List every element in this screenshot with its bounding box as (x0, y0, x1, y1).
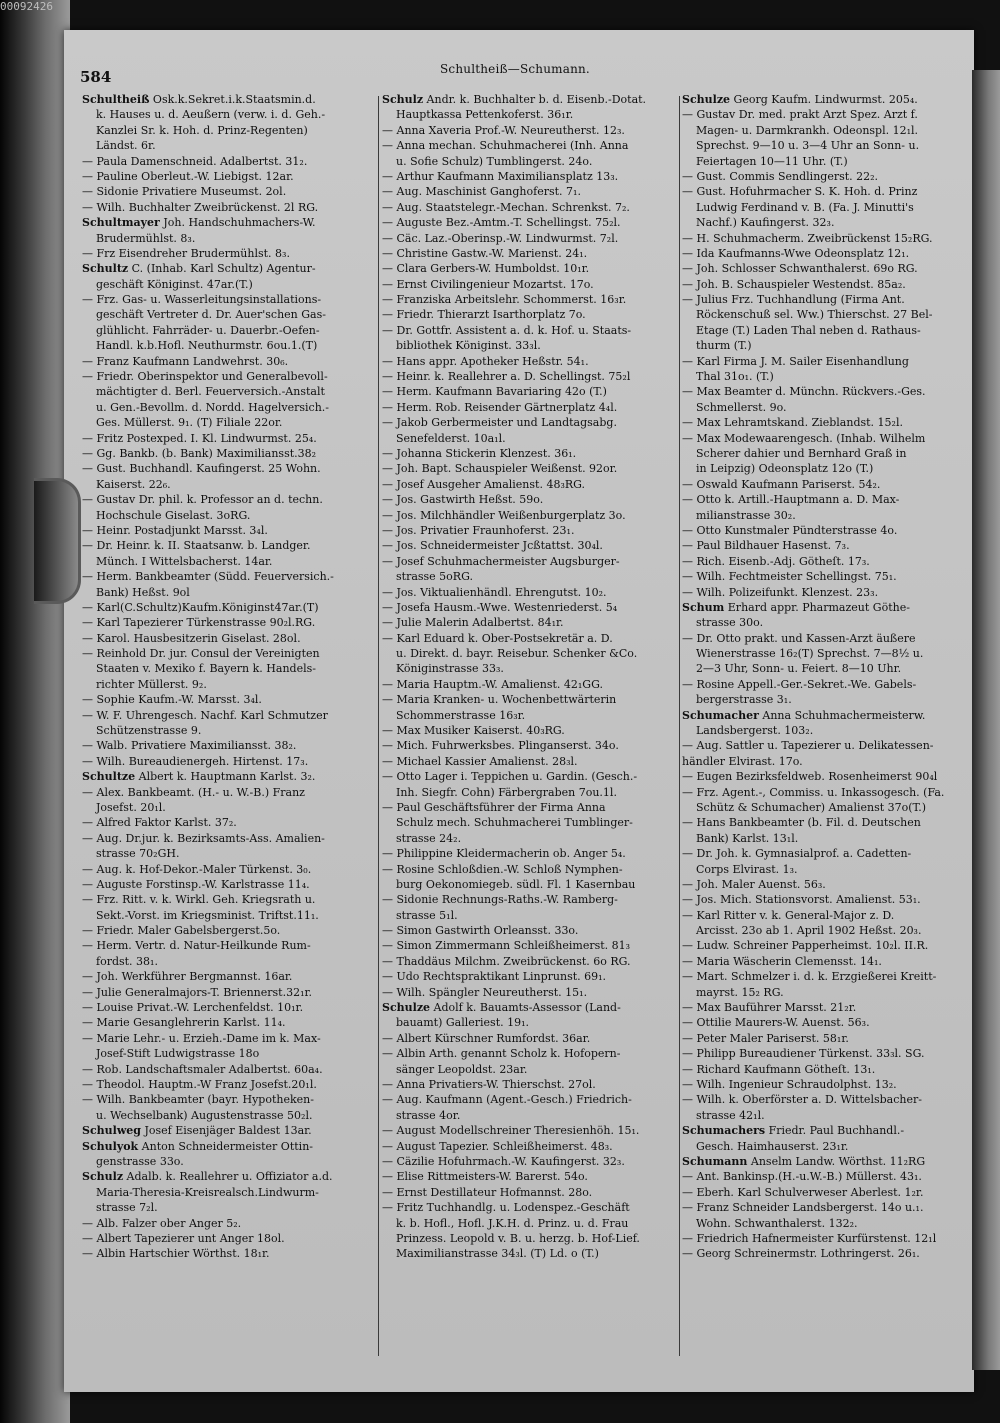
directory-line: — August Tapezier. Schleißheimerst. 48₃. (382, 1139, 613, 1153)
directory-line: — H. Schuhmacherm. Zweibrückenst 15₂RG. (682, 231, 933, 245)
surname: Schultmayer (82, 216, 160, 230)
directory-heading-entry: Schumachers Friedr. Paul Buchhandl.- (682, 1124, 905, 1138)
directory-line: — Wilh. Ingenieur Schraudolphst. 13₂. (682, 1078, 897, 1091)
directory-line: richter Müllerst. 9₂. (96, 677, 207, 691)
directory-line: Hauptkassa Pettenkoferst. 36₁r. (396, 108, 574, 122)
directory-line: Landsbergerst. 103₂. (696, 724, 814, 738)
directory-line: — Arthur Kaufmann Maximiliansplatz 13₃. (382, 169, 619, 183)
directory-line: — Jos. Schneidermeister Jcßtattst. 30₄l. (382, 539, 603, 553)
directory-heading-entry: Schumann Anselm Landw. Wörthst. 11₂RG (682, 1154, 926, 1168)
directory-line: u. Direkt. d. bayr. Reisebur. Schenker &Co. (396, 647, 638, 661)
running-head: Schultheiß—Schumann. (440, 62, 590, 76)
directory-line: — W. F. Uhrengesch. Nachf. Karl Schmutzer (82, 708, 328, 722)
directory-line: — Maria Kranken- u. Wochenbettwärterin (382, 693, 617, 707)
directory-line: — Hans appr. Apotheker Heßstr. 54₁. (382, 354, 589, 368)
directory-line: — Herm. Rob. Reisender Gärtnerplatz 4₄l. (382, 400, 618, 414)
directory-line: glühlicht. Fahrräder- u. Dauerbr.-Oefen- (96, 323, 320, 337)
scan-id: 00092426 (0, 0, 53, 13)
directory-line: — Anna Privatiers-W. Thierschst. 27ol. (382, 1078, 596, 1091)
directory-line: — Oswald Kaufmann Pariserst. 54₂. (682, 477, 881, 491)
directory-line: — Michael Kassier Amalienst. 28₃l. (382, 754, 578, 768)
directory-line: — Rich. Eisenb.-Adj. Götheſt. 17₃. (682, 554, 870, 568)
directory-line: — Otto Lager i. Teppichen u. Gardin. (Gesch.- (382, 770, 638, 784)
directory-column-2 (382, 92, 676, 1368)
directory-line: — Joh. Schlosser Schwanthalerst. 69o RG. (682, 262, 918, 276)
directory-line: — Wilh. Bankbeamter (bayr. Hypotheken- (82, 1093, 314, 1107)
directory-line: Josefst. 20₁l. (96, 800, 166, 814)
directory-line: — Karl Ritter v. k. General-Major z. D. (682, 908, 895, 922)
column-divider (378, 96, 379, 1356)
directory-line: — Karl Eduard k. Ober-Postsekretär a. D. (382, 631, 613, 645)
directory-line: — Jos. Mich. Stationsvorst. Amalienst. 53₁. (682, 893, 921, 907)
directory-heading-entry: Schultz C. (Inhab. Karl Schultz) Agentur- (82, 262, 316, 276)
directory-line: händler Elvirast. 17o. (682, 754, 803, 768)
directory-line: — Albert Tapezierer unt Anger 18ol. (82, 1231, 285, 1245)
directory-line: — Walb. Privatiere Maximiliansst. 38₂. (82, 739, 297, 753)
directory-line: — Max Bauführer Marsst. 21₂r. (682, 1001, 857, 1015)
directory-line: — Louise Privat.-W. Lerchenfeldst. 10₁r. (82, 1001, 304, 1015)
directory-line: — Ant. Bankinsp.(H.-u.W.-B.) Müllerst. 43₁. (682, 1170, 922, 1184)
directory-line: — Karl(C.Schultz)Kaufm.Königinst47ar.(T) (82, 600, 319, 614)
directory-line: — Julie Malerin Adalbertst. 84₁r. (382, 616, 564, 630)
directory-line: — Max Modewaarengesch. (Inhab. Wilhelm (682, 431, 926, 445)
paper-clip-icon (34, 478, 81, 604)
directory-line: Schützenstrasse 9. (96, 724, 202, 738)
directory-line: — Herm. Bankbeamter (Südd. Feuerversich.- (82, 570, 334, 584)
directory-line: — Simon Gastwirth Orleansst. 33o. (382, 924, 579, 938)
directory-line: Nachf.) Kaufingerst. 32₃. (696, 216, 835, 230)
directory-line: — Gustav Dr. med. prakt Arzt Spez. Arzt f. (682, 108, 918, 122)
directory-heading-entry: Schultmayer Joh. Handschuhmachers-W. (82, 216, 316, 230)
surname: Schumachers (682, 1124, 766, 1138)
directory-line: — Auguste Bez.-Amtm.-T. Schellingst. 75₂l. (382, 216, 621, 230)
directory-line: Ländst. 6r. (96, 139, 156, 153)
directory-line: geschäft Königinst. 47ar.(T.) (96, 277, 253, 291)
directory-line: strasse 7₂l. (96, 1201, 158, 1215)
directory-line: — Aug. Sattler u. Tapezierer u. Delikatessen- (682, 739, 934, 753)
directory-line: — Julius Frz. Tuchhandlung (Firma Ant. (682, 293, 905, 307)
directory-line: — Max Lehramtskand. Zieblandst. 15₂l. (682, 416, 903, 430)
directory-line: — Sidonie Rechnungs-Raths.-W. Ramberg- (382, 893, 618, 907)
directory-line: strasse 4or. (396, 1108, 461, 1122)
directory-line: — Cäzilie Hofuhrmach.-W. Kaufingerst. 32₃. (382, 1154, 625, 1168)
directory-line: Schulz mech. Schuhmacherei Tumblinger- (396, 816, 633, 830)
directory-heading-entry: Schulze Adolf k. Bauamts-Assessor (Land- (382, 1001, 621, 1015)
page-number: 584 (80, 68, 112, 86)
directory-line: — Frz. Ritt. v. k. Wirkl. Geh. Kriegsrath u. (82, 893, 316, 907)
directory-line: Maximilianstrasse 34₃l. (T) Ld. o (T.) (396, 1247, 599, 1261)
directory-heading-entry: Schulz Adalb. k. Reallehrer u. Offiziator a.d. (82, 1170, 333, 1184)
directory-line: — Friedr. Maler Gabelsbergerst.5o. (82, 924, 281, 938)
directory-line: — Wilh. Bureaudienergeh. Hirtenst. 17₃. (82, 754, 309, 768)
directory-line: Kanzlei Sr. k. Hoh. d. Prinz-Regenten) (96, 123, 308, 137)
directory-line: — Reinhold Dr. jur. Consul der Vereinigten (82, 647, 320, 661)
directory-heading-entry: Schulze Georg Kaufm. Lindwurmst. 205₄. (682, 93, 918, 106)
directory-heading-entry: Schultze Albert k. Hauptmann Karlst. 3₂. (82, 770, 316, 784)
directory-line: — Karol. Hausbesitzerin Giselast. 28ol. (82, 631, 301, 645)
directory-line: Feiertagen 10—11 Uhr. (T.) (696, 154, 848, 168)
directory-line: — Jos. Gastwirth Heßst. 59o. (382, 493, 544, 507)
directory-line: Handl. k.b.Hofl. Neuthurmstr. 6ou.1.(T) (96, 339, 318, 353)
directory-line: — Wilh. k. Oberförster a. D. Wittelsbacher- (682, 1093, 922, 1107)
directory-line: — Alfred Faktor Karlst. 37₂. (82, 816, 237, 830)
directory-line: — Ernst Civilingenieur Mozartst. 17o. (382, 277, 594, 291)
directory-line: Gesch. Haimhauserst. 23₁r. (696, 1139, 849, 1153)
directory-line: — Theodol. Hauptm.-W Franz Josefst.20₁l. (82, 1078, 317, 1091)
directory-line: — Albin Arth. genannt Scholz k. Hofopern- (382, 1047, 621, 1061)
directory-line: Schütz & Schumacher) Amalienst 37o(T.) (696, 800, 927, 814)
directory-line: Sekt.-Vorst. im Kriegsminist. Triftst.11₁. (96, 908, 319, 922)
directory-line: strasse 30o. (696, 616, 764, 630)
directory-line: strasse 42₁l. (696, 1108, 765, 1122)
directory-line: — Maria Wäscherin Clemensst. 14₁. (682, 954, 882, 968)
directory-line: — Clara Gerbers-W. Humboldst. 10₁r. (382, 262, 590, 276)
directory-line: — Joh. Maler Auenst. 56₃. (682, 877, 826, 891)
directory-line: — Julie Generalmajors-T. Briennerst.32₁r. (82, 985, 313, 999)
surname: Schumacher (682, 708, 759, 722)
directory-line: bibliothek Königinst. 33₃l. (396, 339, 541, 353)
directory-line: — Max Beamter d. Münchn. Rückvers.-Ges. (682, 385, 926, 399)
directory-line: — Wilh. Buchhalter Zweibrückenst. 2l RG. (82, 200, 319, 214)
directory-line: — Richard Kaufmann Götheſt. 13₁. (682, 1062, 876, 1076)
directory-line: Senefelderst. 10a₁l. (396, 431, 506, 445)
directory-line: Brudermühlst. 8₃. (96, 231, 196, 245)
directory-line: — Wilh. Spängler Neureutherst. 15₁. (382, 985, 588, 999)
directory-line: — Jos. Privatier Fraunhoferst. 23₁. (382, 523, 575, 537)
directory-line: Scherer dahier und Bernhard Graß in (696, 446, 907, 460)
directory-heading-entry: Schulweg Josef Eisenjäger Baldest 13ar. (82, 1124, 312, 1138)
directory-line: — Paula Damenschneid. Adalbertst. 31₂. (82, 154, 308, 168)
directory-line: — Paul Geschäftsführer der Firma Anna (382, 800, 606, 814)
directory-line: sänger Leopoldst. 23ar. (396, 1062, 528, 1076)
directory-line: — Hans Bankbeamter (b. Fil. d. Deutschen (682, 816, 921, 830)
directory-line: — Albin Hartschier Wörthst. 18₁r. (82, 1247, 270, 1261)
directory-line: k. b. Hofl., Hofl. J.K.H. d. Prinz. u. d. Frau (396, 1216, 629, 1230)
directory-line: — Frz. Gas- u. Wasserleitungsinstallations- (82, 293, 322, 307)
surname: Schulweg (82, 1124, 141, 1138)
book-gutter (0, 0, 70, 1423)
surname: Schultz (82, 262, 129, 276)
directory-line: — Herm. Vertr. d. Natur-Heilkunde Rum- (82, 939, 311, 953)
directory-line: — Otto k. Artill.-Hauptmann a. D. Max- (682, 493, 900, 507)
directory-line: — Jos. Milchhändler Weißenburgerplatz 3o. (382, 508, 626, 522)
directory-line: strasse 24₂. (396, 831, 462, 845)
directory-line: — Ida Kaufmanns-Wwe Odeonsplatz 12₁. (682, 246, 910, 260)
directory-heading-entry: Schumacher Anna Schuhmachermeisterw. (682, 708, 926, 722)
directory-line: — Joh. B. Schauspieler Westendst. 85a₂. (682, 277, 906, 291)
directory-line: geschäft Vertreter d. Dr. Auer'schen Gas- (96, 308, 326, 322)
directory-line: — Josef Ausgeher Amalienst. 48₃RG. (382, 477, 586, 491)
directory-column-3 (682, 92, 968, 1368)
directory-line: — August Modellschreiner Theresienhöh. 15₁. (382, 1124, 640, 1138)
directory-line: k. Hauses u. d. Aeußern (verw. i. d. Geh.- (96, 108, 326, 122)
directory-line: mächtigter d. Berl. Feuerversich.-Anstalt (96, 385, 325, 399)
directory-line: — Aug. Dr.jur. k. Bezirksamts-Ass. Amalien- (82, 831, 325, 845)
directory-line: Münch. I Wittelsbacherst. 14ar. (96, 554, 273, 568)
directory-line: — Otto Kunstmaler Pündterstrasse 4o. (682, 523, 898, 537)
directory-heading-entry: Schum Erhard appr. Pharmazeut Göthe- (682, 600, 910, 614)
directory-line: Wienerstrasse 16₂(T) Sprechst. 7—8½ u. (696, 647, 924, 661)
directory-line: — Wilh. Fechtmeister Schellingst. 75₁. (682, 570, 897, 584)
directory-line: — Heinr. k. Reallehrer a. D. Schellingst. 75₂l (382, 370, 631, 384)
directory-line: — Aug. Maschinist Ganghoferst. 7₁. (382, 185, 581, 199)
directory-line: — Albert Kürschner Rumfordst. 36ar. (382, 1031, 591, 1045)
directory-line: Bank) Heßst. 9ol (96, 585, 190, 599)
directory-line: — Paul Bildhauer Hasenst. 7₃. (682, 539, 850, 553)
directory-line: mayrst. 15₂ RG. (696, 985, 784, 999)
directory-line: milianstrasse 30₂. (696, 508, 796, 522)
next-page-edge (972, 70, 1000, 1370)
directory-line: — Ludw. Schreiner Papperheimst. 10₂l. II.R. (682, 939, 929, 953)
directory-line: — Aug. Kaufmann (Agent.-Gesch.) Friedrich- (382, 1093, 632, 1107)
directory-line: — Eugen Bezirksfeldweb. Rosenheimerst 90₄l (682, 770, 938, 784)
directory-line: Hochschule Giselast. 3oRG. (96, 508, 251, 522)
directory-line: — Gg. Bankb. (b. Bank) Maximiliansst.38₂ (82, 446, 317, 460)
directory-line: — Philippine Kleidermacherin ob. Anger 5₄. (382, 847, 626, 861)
directory-line: Maria-Theresia-Kreisrealsch.Lindwurm- (96, 1185, 319, 1199)
directory-line: 2—3 Uhr, Sonn- u. Feiert. 8—10 Uhr. (696, 662, 902, 676)
directory-line: strasse 5₁l. (396, 908, 458, 922)
surname: Schulyok (82, 1139, 139, 1153)
directory-line: — Sophie Kaufm.-W. Marsst. 3₄l. (82, 693, 262, 707)
directory-line: — Gustav Dr. phil. k. Professor an d. techn. (82, 493, 323, 507)
directory-line: bergerstrasse 3₁. (696, 693, 792, 707)
directory-line: Wohn. Schwanthalerst. 132₂. (696, 1216, 858, 1230)
directory-line: burg Oekonomiegeb. südl. Fl. 1 Kasernbau (396, 877, 636, 891)
surname: Schum (682, 600, 725, 614)
directory-line: bauamt) Galleriest. 19₁. (396, 1016, 530, 1030)
directory-line: — Aug. k. Hof-Dekor.-Maler Türkenst. 3₀. (82, 862, 312, 876)
directory-line: Prinzess. Leopold v. B. u. herzg. b. Hof-Lief. (396, 1231, 640, 1245)
directory-line: fordst. 38₁. (96, 954, 158, 968)
directory-line: Arcisst. 23o ab 1. April 1902 Heßst. 20₃. (696, 924, 922, 938)
directory-line: — Friedr. Thierarzt Isarthorplatz 7o. (382, 308, 586, 322)
directory-line: Königinstrasse 33₃. (396, 662, 504, 676)
directory-line: — Gust. Hofuhrmacher S. K. Hoh. d. Prinz (682, 185, 918, 199)
directory-line: — Karl Firma J. M. Sailer Eisenhandlung (682, 354, 909, 368)
directory-line: — Dr. Gottfr. Assistent a. d. k. Hof. u. Staats- (382, 323, 632, 337)
directory-line: — Franz Kaufmann Landwehrst. 30₆. (82, 354, 289, 368)
directory-line: strasse 70₂GH. (96, 847, 180, 861)
directory-line: — Aug. Staatstelegr.-Mechan. Schrenkst. 7₂. (382, 200, 630, 214)
directory-line: — Fritz Postexped. I. Kl. Lindwurmst. 25₄. (82, 431, 317, 445)
directory-line: — Dr. Otto prakt. und Kassen-Arzt äußere (682, 631, 916, 645)
directory-line: — Joh. Bapt. Schauspieler Weißenst. 92or. (382, 462, 618, 476)
directory-line: u. Wechselbank) Augustenstrasse 50₂l. (96, 1108, 313, 1122)
directory-heading-entry: Schulz Andr. k. Buchhalter b. d. Eisenb.-Dotat. (382, 93, 647, 106)
directory-line: — Frz Eisendreher Brudermühlst. 8₃. (82, 246, 290, 260)
directory-line: in Leipzig) Odeonsplatz 12o (T.) (696, 462, 874, 476)
directory-line: — Anna mechan. Schuhmacherei (Inh. Anna (382, 139, 629, 153)
directory-line: — Joh. Werkführer Bergmannst. 16ar. (82, 970, 293, 984)
directory-line: — Marie Lehr.- u. Erzieh.-Dame im k. Max- (82, 1031, 321, 1045)
directory-line: — Alb. Falzer ober Anger 5₂. (82, 1216, 242, 1230)
directory-line: — Sidonie Privatiere Museumst. 2ol. (82, 185, 287, 199)
directory-line: u. Sofie Schulz) Tumblingerst. 24o. (396, 154, 593, 168)
directory-line: Staaten v. Mexiko f. Bayern k. Handels- (96, 662, 316, 676)
directory-line: — Rosine Appell.-Ger.-Sekret.-We. Gabels- (682, 677, 917, 691)
directory-line: — Wilh. Polizeifunkt. Klenzest. 23₃. (682, 585, 879, 599)
directory-line: — Dr. Joh. k. Gymnasialprof. a. Cadetten- (682, 847, 912, 861)
directory-line: — Eberh. Karl Schulverweser Aberlest. 1₂r. (682, 1185, 924, 1199)
directory-line: — Udo Rechtspraktikant Linprunst. 69₁. (382, 970, 607, 984)
directory-line: — Thaddäus Milchm. Zweibrückenst. 6o RG. (382, 954, 631, 968)
directory-line: Etage (T.) Laden Thal neben d. Rathaus- (696, 323, 921, 337)
directory-line: — Philipp Bureaudiener Türkenst. 33₃l. SG. (682, 1047, 925, 1061)
directory-line: u. Gen.-Bevollm. d. Nordd. Hagelversich.- (96, 400, 330, 414)
directory-line: — Maria Hauptm.-W. Amalienst. 42₁GG. (382, 677, 603, 691)
directory-line: Schmellerst. 9o. (696, 400, 787, 414)
directory-line: — Herm. Kaufmann Bavariaring 42o (T.) (382, 385, 607, 399)
directory-line: — Jakob Gerbermeister und Landtagsabg. (382, 416, 617, 430)
surname: Schulze (682, 93, 731, 106)
directory-line: — Max Musiker Kaiserst. 40₃RG. (382, 724, 565, 738)
directory-line: Corps Elvirast. 1₃. (696, 862, 798, 876)
directory-line: — Peter Maler Pariserst. 58₁r. (682, 1031, 849, 1045)
directory-line: — Mich. Fuhrwerksbes. Plinganserst. 34o. (382, 739, 619, 753)
directory-line: — Ernst Destillateur Hofmannst. 28o. (382, 1185, 593, 1199)
directory-line: — Mart. Schmelzer i. d. k. Erzgießerei Kreitt- (682, 970, 937, 984)
column-divider (679, 96, 680, 1356)
directory-line: Inh. Siegfr. Cohn) Färbergraben 7ou.1l. (396, 785, 617, 799)
directory-line: Ges. Müllerst. 9₁. (T) Filiale 22or. (96, 416, 283, 430)
directory-line: — Auguste Forstinsp.-W. Karlstrasse 11₄. (82, 877, 310, 891)
directory-line: Schommerstrasse 16₃r. (396, 708, 526, 722)
directory-line: — Anna Xaveria Prof.-W. Neureutherst. 12₃. (382, 123, 625, 137)
directory-line: strasse 5oRG. (396, 570, 473, 584)
directory-line: — Marie Gesanglehrerin Karlst. 11₄. (82, 1016, 286, 1030)
directory-line: — Karl Tapezierer Türkenstrasse 90₂l.RG. (82, 616, 316, 630)
directory-column-1 (82, 92, 374, 1368)
directory-line: — Fritz Tuchhandlg. u. Lodenspez.-Geschäft (382, 1201, 630, 1215)
directory-line: — Josef Schuhmachermeister Augsburger- (382, 554, 620, 568)
directory-line: — Jos. Viktualienhändl. Ehrengutst. 10₂. (382, 585, 607, 599)
directory-line: — Pauline Oberleut.-W. Liebigst. 12ar. (82, 169, 294, 183)
directory-line: — Johanna Stickerin Klenzest. 36₁. (382, 446, 577, 460)
directory-line: Josef-Stift Ludwigstrasse 18o (96, 1047, 260, 1061)
directory-line: — Josefa Hausm.-Wwe. Westenriederst. 5₄ (382, 600, 618, 614)
directory-line: Röckenschuß sel. Ww.) Thierschst. 27 Bel- (696, 308, 933, 322)
surname: Schulz (82, 1170, 124, 1184)
directory-heading-entry: Schultheiß Osk.k.Sekret.i.k.Staatsmin.d. (82, 93, 316, 106)
directory-heading-entry: Schulyok Anton Schneidermeister Ottin- (82, 1139, 313, 1153)
surname: Schultze (82, 770, 136, 784)
directory-line: Magen- u. Darmkrankh. Odeonspl. 12₁l. (696, 123, 919, 137)
surname: Schultheiß (82, 93, 150, 106)
directory-line: — Georg Schreinermstr. Lothringerst. 26₁. (682, 1247, 920, 1261)
directory-line: — Friedrich Hafnermeister Kurfürstenst. 12₁l (682, 1231, 937, 1245)
directory-line: — Heinr. Postadjunkt Marsst. 3₄l. (82, 523, 268, 537)
directory-line: genstrasse 33o. (96, 1154, 184, 1168)
directory-line: Thal 31o₁. (T.) (696, 370, 774, 384)
directory-line: — Alex. Bankbeamt. (H.- u. W.-B.) Franz (82, 785, 305, 799)
surname: Schulz (382, 93, 424, 106)
directory-line: — Rosine Schloßdien.-W. Schloß Nymphen- (382, 862, 623, 876)
directory-line: — Gust. Buchhandl. Kaufingerst. 25 Wohn. (82, 462, 321, 476)
directory-line: — Gust. Commis Sendlingerst. 22₂. (682, 169, 879, 183)
directory-line: — Frz. Agent.-, Commiss. u. Inkassogesch. (Fa. (682, 785, 945, 799)
directory-line: — Franz Schneider Landsbergerst. 14o u.₁. (682, 1201, 924, 1215)
directory-line: Sprechst. 9—10 u. 3—4 Uhr an Sonn- u. (696, 139, 920, 153)
surname: Schumann (682, 1154, 748, 1168)
directory-line: Bank) Karlst. 13₁l. (696, 831, 799, 845)
surname: Schulze (382, 1001, 431, 1015)
directory-line: — Christine Gastw.-W. Marienst. 24₁. (382, 246, 588, 260)
directory-line: — Cäc. Laz.-Oberinsp.-W. Lindwurmst. 7₂l. (382, 231, 619, 245)
directory-line: Ludwig Ferdinand v. B. (Fa. J. Minutti's (696, 200, 914, 214)
directory-line: Kaiserst. 22₆. (96, 477, 171, 491)
directory-line: thurm (T.) (696, 339, 752, 353)
directory-line: — Rob. Landschaftsmaler Adalbertst. 60a₄. (82, 1062, 323, 1076)
directory-line: — Friedr. Oberinspektor und Generalbevoll- (82, 370, 328, 384)
directory-line: — Ottilie Maurers-W. Auenst. 56₃. (682, 1016, 870, 1030)
directory-line: — Simon Zimmermann Schleißheimerst. 81₃ (382, 939, 631, 953)
directory-line: — Elise Rittmeisters-W. Barerst. 54o. (382, 1170, 588, 1184)
directory-line: — Dr. Heinr. k. II. Staatsanw. b. Landger. (82, 539, 311, 553)
directory-line: — Franziska Arbeitslehr. Schommerst. 16₃r. (382, 293, 627, 307)
